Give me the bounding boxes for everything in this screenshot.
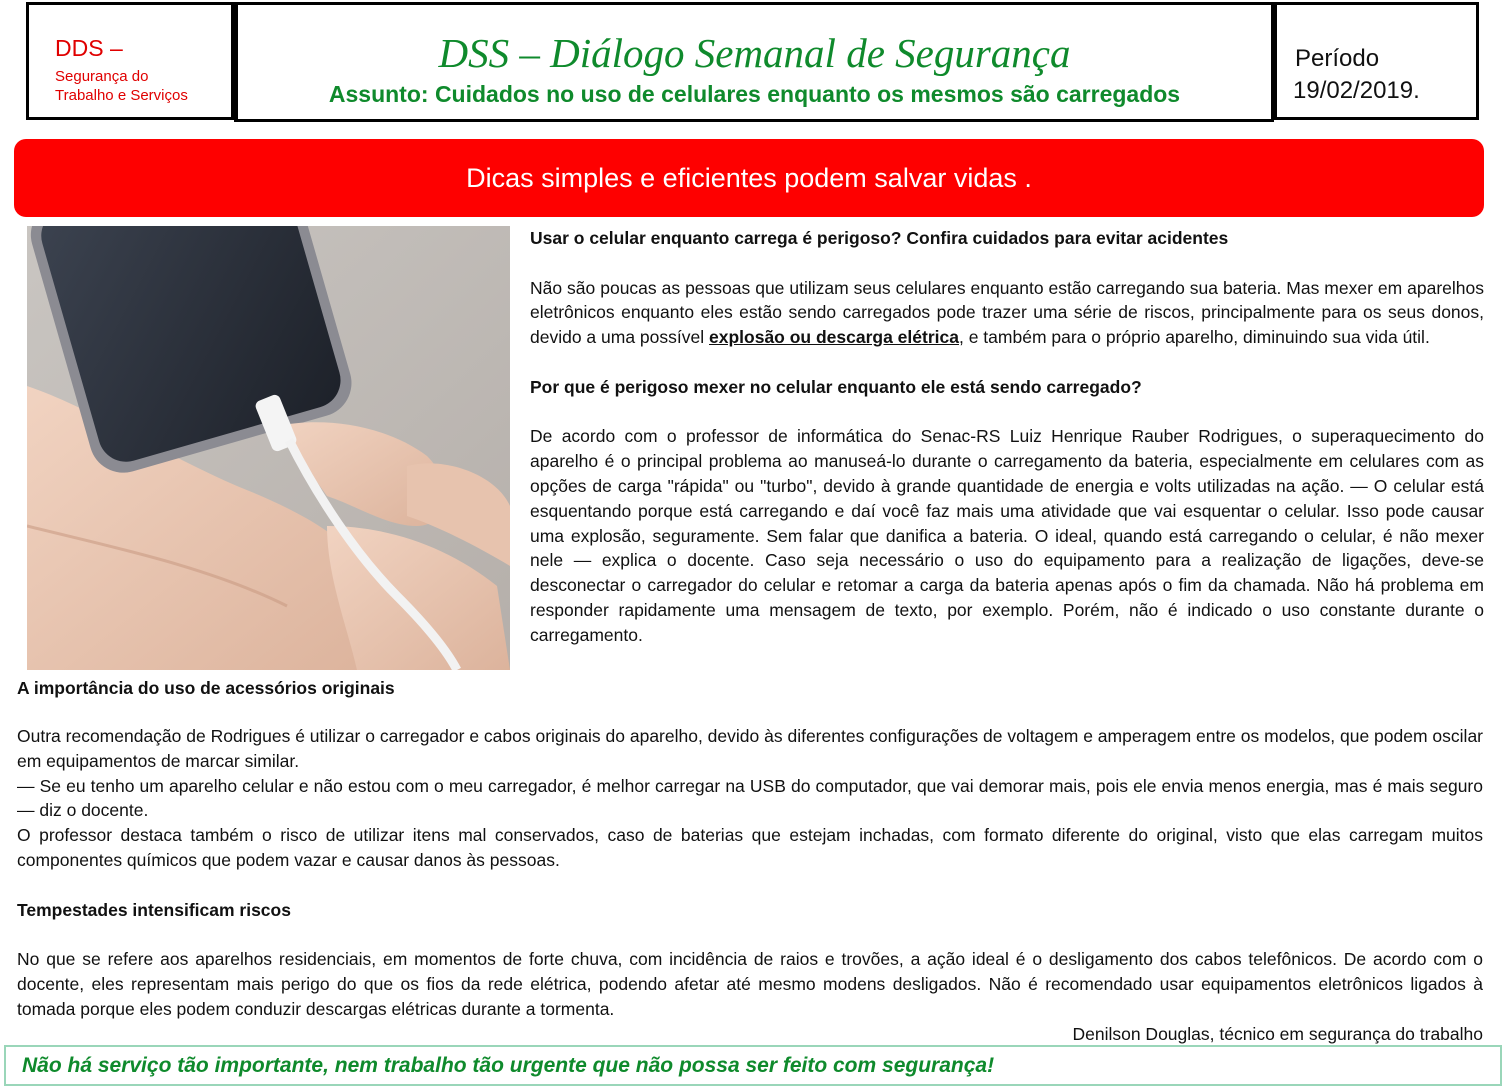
paragraph-1-before: Não são poucas as pessoas que utilizam seus celulares enquanto estão carregando sua bateria. Mas mexer em aparelhos eletrônicos enquanto eles estão sendo carregados pode trazer uma série de riscos, principalmente para os seus donos, devido a uma possível xyxy=(530,277,1484,348)
article-paragraph-1 xyxy=(530,276,1484,350)
document-title: DSS – Diálogo Semanal de Segurança xyxy=(438,30,1071,76)
dds-subtitle-line2: Trabalho e Serviços xyxy=(55,87,188,104)
article-lower-section xyxy=(17,724,1483,1046)
article-heading-1: Usar o celular enquanto carrega é perigoso? Confira cuidados para evitar acidentes xyxy=(530,228,1229,248)
phone-charging-photo xyxy=(27,226,510,670)
paragraph-1-after: , e também para o próprio aparelho, diminuindo sua vida útil. xyxy=(958,327,1430,348)
author-signature: Denilson Douglas, técnico em segurança do trabalho xyxy=(1072,1023,1483,1044)
article-heading-3: Tempestades intensificam riscos xyxy=(17,899,291,920)
article-paragraph-5: O professor destaca também o risco de utilizar itens mal conservados, caso de baterias que estejam inchadas, com formato diferente do original, visto que elas carregam muitos componentes químicos que podem vazar e causar danos às pessoas. xyxy=(17,825,1483,870)
article-paragraph-6: No que se refere aos aparelhos residenciais, em momentos de forte chuva, com incidência de raios e trovões, a ação ideal é o desligamento dos cabos telefônicos. De acordo com o docente, eles representam mais perigo do que os fios da rede elétrica, podendo afetar até mesmo modens desligados. Não é recomendado usar equipamentos eletrônicos ligados à tomada porque eles podem conduzir descargas elétricas durante a tormenta. xyxy=(17,949,1483,1019)
article-paragraph-3: Outra recomendação de Rodrigues é utilizar o carregador e cabos originais do aparelho, devido às diferentes configurações de voltagem e amperagem entre os modelos, que podem oscilar em equipamentos de marcar similar. xyxy=(17,726,1483,771)
title-box xyxy=(234,2,1274,122)
period-label: Período xyxy=(1295,45,1380,72)
article-right-column xyxy=(530,226,1484,648)
dds-logo-box xyxy=(26,2,234,120)
section-heading-original-accessories: A importância do uso de acessórios originais xyxy=(17,678,395,698)
paragraph-1-emphasis: explosão ou descarga elétrica xyxy=(709,327,959,348)
document-subject: Assunto: Cuidados no uso de celulares enquanto os mesmos são carregados xyxy=(328,81,1181,107)
period-date: 19/02/2019. xyxy=(1293,77,1420,104)
safety-motto-box xyxy=(4,1045,1502,1086)
safety-motto: Não há serviço tão importante, nem trabalho tão urgente que não possa ser feito com segurança! xyxy=(22,1054,995,1077)
dds-subtitle xyxy=(55,67,188,105)
article-paragraph-4: — Se eu tenho um aparelho celular e não estou com o meu carregador, é melhor carregar na USB do computador, que vai demorar mais, pois ele envia menos energia, mas é mais seguro — diz o docente. xyxy=(17,775,1483,821)
period-box xyxy=(1272,2,1479,120)
dds-title: DDS – xyxy=(55,35,123,61)
dds-subtitle-line1: Segurança do xyxy=(55,68,149,85)
banner-text: Dicas simples e eficientes podem salvar vidas . xyxy=(466,163,1032,193)
article-heading-2: Por que é perigoso mexer no celular enquanto ele está sendo carregado? xyxy=(530,376,1142,397)
article-paragraph-2: De acordo com o professor de informática do Senac-RS Luiz Henrique Rauber Rodrigues, o superaquecimento do aparelho é o principal problema ao manuseá-lo durante o carregamento da bateria, especialmente em celulares com as opções de carga "rápida" ou "turbo", devido à grande quantidade de energia e volts utilizadas na ação. — O celular está esquentando porque está carregando e daí você faz mais uma atividade que vai esquentar o celular. Isso pode causar uma explosão, seguramente. Sem falar que danifica a bateria. O ideal, quando está carregando o celular, é não mexer nele — explica o docente. Caso seja necessário o uso do equipamento para a realização de ligações, deve-se desconectar o carregador do celular e retomar a carga da bateria apenas após o fim da chamada. Não há problema em responder rapidamente uma mensagem de texto, por exemplo. Porém, não é indicado o uso constante durante o carregamento. xyxy=(530,426,1484,645)
tips-banner xyxy=(14,139,1484,217)
